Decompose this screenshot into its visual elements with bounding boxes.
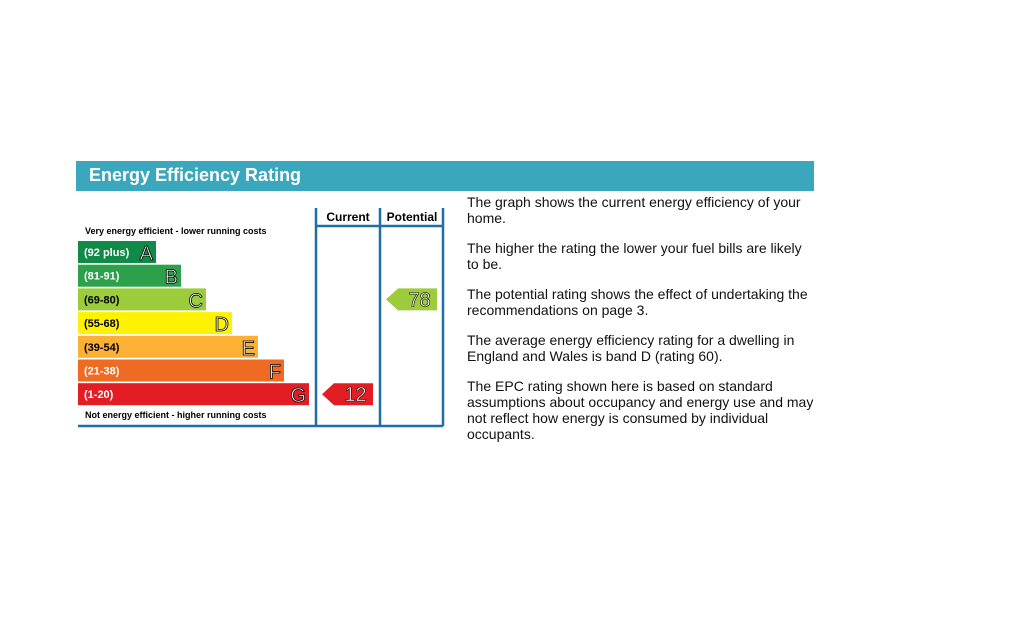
description-paragraph: The graph shows the current energy efficiency of your home. bbox=[467, 194, 801, 226]
band-letter: A bbox=[139, 243, 153, 265]
current-rating-marker bbox=[322, 383, 373, 406]
band-c bbox=[78, 288, 206, 312]
band-d bbox=[78, 312, 232, 336]
band-letter: D bbox=[214, 314, 229, 337]
band-range-label: (55-68) bbox=[84, 318, 120, 331]
band-e bbox=[78, 336, 258, 360]
bottom-caption: Not energy efficient - higher running costs bbox=[85, 410, 267, 420]
potential-rating-marker bbox=[386, 288, 437, 311]
band-range-label: (1-20) bbox=[84, 389, 114, 402]
description-paragraph: The EPC rating shown here is based on standard assumptions about occupancy and energy use and may not reflect how energy is consumed by individual occupants. bbox=[467, 378, 814, 442]
band-range-label: (81-91) bbox=[84, 270, 120, 283]
band-b bbox=[78, 265, 181, 289]
chart-title: Energy Efficiency Rating bbox=[89, 165, 302, 185]
description-paragraph: The higher the rating the lower your fuel bills are likely to be. bbox=[467, 240, 802, 272]
band-letter: C bbox=[188, 290, 203, 313]
band-letter: B bbox=[164, 266, 178, 289]
band-letter: F bbox=[268, 361, 281, 384]
band-a bbox=[78, 241, 156, 265]
potential-rating-marker-value: 78 bbox=[408, 289, 431, 312]
band-range-label: (39-54) bbox=[84, 341, 120, 354]
band-letter: G bbox=[290, 385, 306, 408]
column-header-current: Current bbox=[326, 210, 370, 224]
band-range-label: (92 plus) bbox=[84, 247, 130, 259]
column-header-potential: Potential bbox=[386, 210, 438, 224]
epc-chart bbox=[0, 0, 460, 440]
band-g bbox=[78, 383, 309, 407]
band-range-label: (21-38) bbox=[84, 365, 120, 378]
band-range-label: (69-80) bbox=[84, 294, 120, 307]
band-f bbox=[78, 360, 284, 384]
description-paragraph: The potential rating shows the effect of undertaking the recommendations on page 3. bbox=[467, 286, 808, 318]
description bbox=[467, 194, 817, 456]
description-paragraph: The average energy efficiency rating for a dwelling in England and Wales is band D (rating 60). bbox=[467, 332, 795, 364]
rating-bands bbox=[78, 241, 309, 407]
current-rating-marker-value: 12 bbox=[344, 384, 367, 407]
band-letter: E bbox=[241, 337, 255, 360]
top-caption: Very energy efficient - lower running costs bbox=[85, 226, 267, 236]
